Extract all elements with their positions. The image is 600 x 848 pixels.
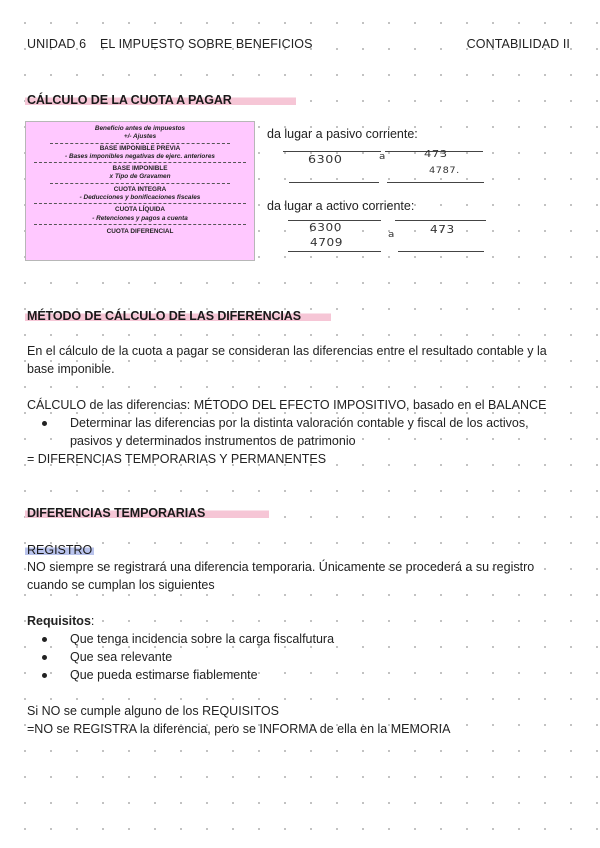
tax-calculation-box (25, 121, 255, 261)
box-divider (34, 162, 246, 163)
paragraph-method: CÁLCULO de las diferencias: MÉTODO DEL EFECTO IMPOSITIVO, basado en el BALANCE (27, 398, 547, 412)
list-item: Determinar las diferencias por la distinta valoración contable y fiscal de los activos, pasivos y determinados instrumentos de patrimonio (27, 414, 572, 450)
list-item: Que sea relevante (27, 648, 572, 666)
course-label: CONTABILIDAD II (466, 37, 570, 51)
unit-label: UNIDAD 6 (27, 37, 87, 51)
handwritten-number: 473 (424, 149, 448, 160)
box-line: BASE IMPONIBLE (112, 165, 168, 173)
handwritten-number: 6300 (308, 153, 343, 166)
paragraph-result: = DIFERENCIAS TEMPORARIAS Y PERMANENTES (27, 452, 327, 466)
handwritten-line (289, 182, 379, 183)
box-line: Beneficio antes de impuestos (94, 125, 186, 132)
box-divider (34, 224, 246, 225)
subtitle-registro: REGISTRO (27, 543, 93, 557)
handwritten-number: 473 (430, 224, 455, 236)
handwritten-number: 4709 (310, 237, 344, 249)
handwritten-text: a (379, 152, 386, 162)
paragraph-registro: NO siempre se registrará una diferencia temporaria. Únicamente se procederá a su registro cuando se cumplan los siguientes (27, 560, 535, 592)
pasivo-label: da lugar a pasivo corriente: (267, 127, 418, 141)
box-line: x Tipo de Gravamen (109, 173, 171, 181)
box-line: CUOTA LÍQUIDA (114, 206, 166, 214)
box-line: - Retenciones y pagos a cuenta (92, 214, 188, 222)
box-line: BASE IMPONIBLE PREVIA (99, 144, 181, 152)
handwritten-number: 4787. (429, 166, 460, 176)
topic-label: EL IMPUESTO SOBRE BENEFICIOS (100, 37, 313, 51)
bullet-list-requisitos (27, 630, 572, 684)
handwritten-line (288, 251, 381, 252)
requisitos-heading: Requisitos: (27, 614, 95, 628)
section-title-metodo: MÉTODO DE CÁLCULO DE LAS DIFERENCIAS (25, 307, 331, 325)
handwritten-line (283, 151, 381, 152)
box-line: - Bases imponibles negativas de ejerc. anteriores (65, 152, 215, 160)
box-divider (34, 203, 246, 204)
handwritten-line (398, 251, 484, 252)
paragraph-no-cumple: Si NO se cumple alguno de los REQUISITOS (27, 704, 279, 718)
handwritten-number: 6300 (309, 222, 343, 234)
box-line: CUOTA DIFERENCIAL (106, 227, 174, 235)
activo-label: da lugar a activo corriente: (267, 199, 415, 213)
handwritten-line (387, 182, 484, 183)
box-line: CUOTA INTEGRA (113, 185, 167, 193)
paragraph-differences: En el cálculo de la cuota a pagar se consideran las diferencias entre el resultado contable y la base imponible. (27, 344, 547, 376)
box-line: - Deducciones y bonificaciones fiscales (79, 194, 201, 202)
handwritten-line (288, 220, 381, 221)
list-item: Que pueda estimarse fiablemente (27, 666, 572, 684)
box-line: +/- Ajustes (123, 133, 157, 141)
handwritten-text: a (388, 230, 395, 240)
paragraph-memoria: =NO se REGISTRA la diferencia, pero se INFORMA de ella en la MEMORIA (27, 722, 451, 736)
box-divider (50, 183, 230, 184)
box-divider (50, 143, 230, 144)
bullet-list-method (27, 414, 572, 450)
handwritten-line (395, 220, 486, 221)
list-item: Que tenga incidencia sobre la carga fiscalfutura (27, 630, 572, 648)
section-title-cuota: CÁLCULO DE LA CUOTA A PAGAR (25, 91, 296, 109)
section-title-temporarias: DIFERENCIAS TEMPORARIAS (25, 504, 269, 522)
